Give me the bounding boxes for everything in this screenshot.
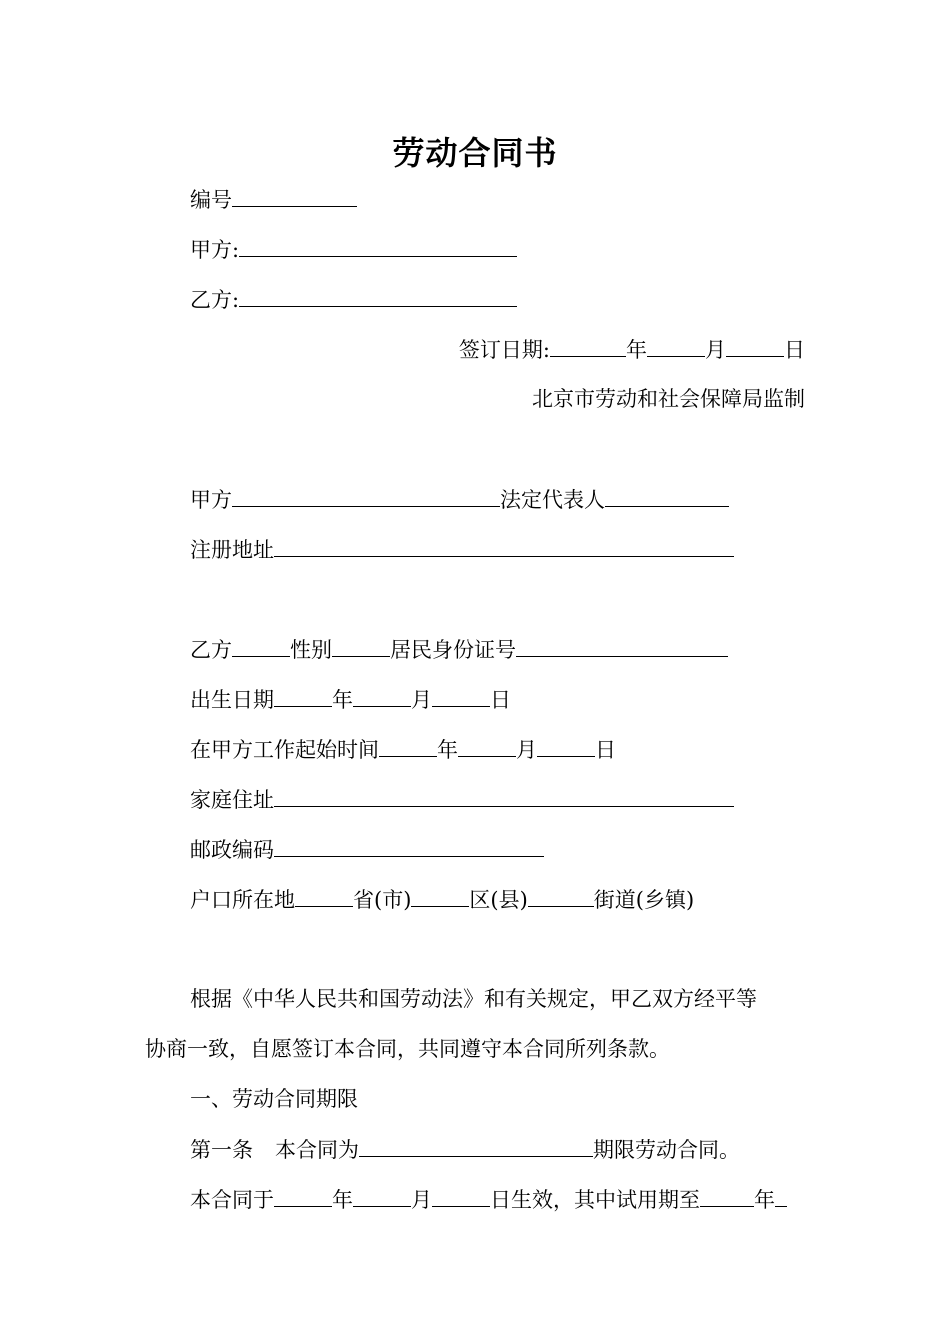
province-label: 省(市) [353, 888, 412, 912]
party-b-row [190, 284, 517, 315]
effective-day-blank[interactable] [432, 1184, 490, 1207]
probation-month-blank[interactable] [775, 1184, 787, 1207]
hukou-label: 户口所在地 [190, 888, 295, 912]
address-blank[interactable] [274, 534, 734, 557]
party-a-label: 甲方: [190, 238, 240, 262]
street-blank[interactable] [528, 884, 594, 907]
article-1-text: 本合同为 [275, 1138, 359, 1162]
id-label: 居民身份证号 [390, 638, 516, 662]
effective-row [190, 1184, 787, 1215]
start-day-blank[interactable] [537, 734, 595, 757]
party-b-name-blank[interactable] [232, 634, 290, 657]
home-label: 家庭住址 [190, 788, 274, 812]
street-label: 街道(乡镇) [593, 888, 695, 912]
party-a-info-label: 甲方 [190, 488, 232, 512]
day-label: 日 [490, 688, 511, 712]
address-label: 注册地址 [190, 538, 274, 562]
sign-date-label: 签订日期: [458, 338, 550, 362]
year-label: 年 [437, 738, 458, 762]
legal-rep-blank[interactable] [605, 484, 729, 507]
start-year-blank[interactable] [379, 734, 437, 757]
birth-label: 出生日期 [190, 688, 274, 712]
district-label: 区(县) [469, 888, 528, 912]
effective-label: 本合同于 [190, 1188, 274, 1212]
gender-blank[interactable] [332, 634, 390, 657]
party-a-info-row [190, 484, 729, 515]
contract-term-blank[interactable] [359, 1134, 593, 1157]
party-b-label: 乙方: [190, 288, 240, 312]
day-label: 日 [595, 738, 616, 762]
year-label: 年 [626, 338, 647, 362]
day-label: 日 [784, 338, 805, 362]
article-1-row [190, 1134, 740, 1165]
hukou-row [190, 884, 694, 915]
birth-row [190, 684, 511, 715]
id-blank[interactable] [516, 634, 728, 657]
birth-year-blank[interactable] [274, 684, 332, 707]
home-row [190, 784, 734, 815]
number-label: 编号 [190, 188, 232, 212]
birth-month-blank[interactable] [353, 684, 411, 707]
article-1-tail: 期限劳动合同。 [593, 1138, 740, 1162]
postcode-row [190, 834, 544, 865]
district-blank[interactable] [411, 884, 469, 907]
home-blank[interactable] [274, 784, 734, 807]
party-b-blank[interactable] [239, 284, 517, 307]
postcode-blank[interactable] [274, 834, 544, 857]
effective-mid: 日生效，其中试用期至 [490, 1188, 700, 1212]
number-blank[interactable] [232, 184, 357, 207]
sign-date-row [459, 334, 805, 365]
section-heading: 一、劳动合同期限 [190, 1087, 358, 1111]
month-label: 月 [411, 1188, 432, 1212]
start-label: 在甲方工作起始时间 [190, 738, 379, 762]
start-row [190, 734, 616, 765]
effective-year-blank[interactable] [274, 1184, 332, 1207]
birth-day-blank[interactable] [432, 684, 490, 707]
preamble-line-2: 协商一致，自愿签订本合同，共同遵守本合同所列条款。 [145, 1037, 670, 1061]
sign-day-blank[interactable] [726, 334, 784, 357]
article-1-label: 第一条 [190, 1138, 253, 1162]
party-b-info-row [190, 634, 728, 665]
effective-month-blank[interactable] [353, 1184, 411, 1207]
start-month-blank[interactable] [458, 734, 516, 757]
supervisor-text: 北京市劳动和社会保障局监制 [532, 387, 805, 411]
month-label: 月 [411, 688, 432, 712]
legal-rep-label: 法定代表人 [500, 488, 605, 512]
sign-year-blank[interactable] [550, 334, 626, 357]
preamble-line-1: 根据《中华人民共和国劳动法》和有关规定，甲乙双方经平等 [190, 987, 757, 1011]
number-row [190, 184, 357, 215]
month-label: 月 [516, 738, 537, 762]
province-blank[interactable] [295, 884, 353, 907]
month-label: 月 [705, 338, 726, 362]
party-a-name-blank[interactable] [232, 484, 500, 507]
postcode-label: 邮政编码 [190, 838, 274, 862]
party-a-row [190, 234, 517, 265]
effective-year-label: 年 [754, 1188, 775, 1212]
party-b-info-label: 乙方 [190, 638, 232, 662]
probation-year-blank[interactable] [700, 1184, 754, 1207]
sign-month-blank[interactable] [647, 334, 705, 357]
party-a-blank[interactable] [239, 234, 517, 257]
address-row [190, 534, 734, 565]
year-label: 年 [332, 1188, 353, 1212]
gender-label: 性别 [290, 638, 332, 662]
year-label: 年 [332, 688, 353, 712]
page-title: 劳动合同书 [392, 134, 558, 172]
